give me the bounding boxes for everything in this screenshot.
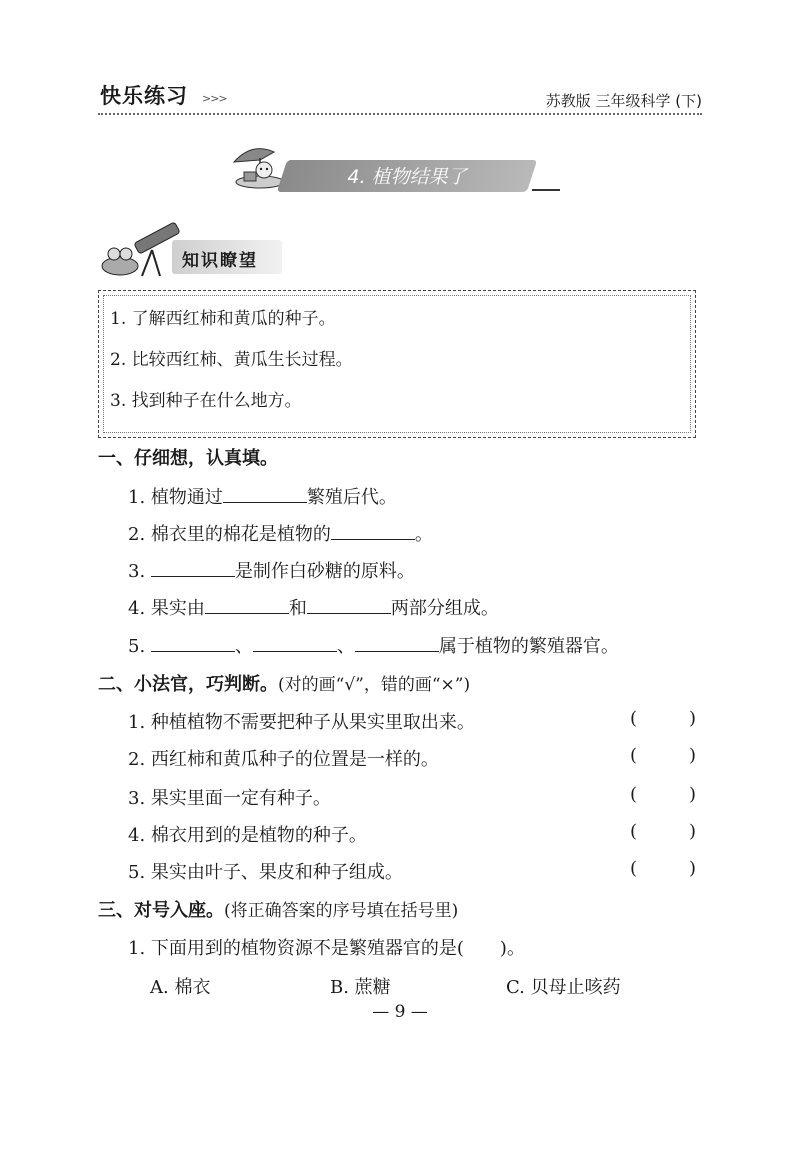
header-arrows-decoration: >>> bbox=[202, 92, 227, 105]
title-underline bbox=[532, 189, 560, 191]
answer-blank[interactable] bbox=[355, 633, 439, 652]
answer-blank[interactable] bbox=[331, 521, 415, 540]
part2-heading: 二、小法官，巧判断。(对的画“√”，错的画“×”) bbox=[98, 674, 471, 695]
fill-question-1: 1. 植物通过 繁殖后代。 bbox=[128, 483, 397, 509]
judge-answer-bracket[interactable]: ( ) bbox=[630, 784, 696, 805]
choice-option-c[interactable]: C. 贝母止咳药 bbox=[506, 977, 621, 998]
choice-option-a[interactable]: A. 棉衣 bbox=[150, 977, 211, 998]
lesson-title: 4. 植物结果了 bbox=[347, 166, 467, 188]
judge-answer-bracket[interactable]: ( ) bbox=[630, 708, 696, 729]
answer-blank[interactable] bbox=[151, 558, 235, 577]
fill-question-3: 3. 是制作白砂糖的原料。 bbox=[128, 557, 415, 583]
judge-answer-bracket[interactable]: ( ) bbox=[630, 821, 696, 842]
judge-statement: 5. 果实由叶子、果皮和种子组成。 bbox=[128, 862, 403, 883]
fill-question-4: 4. 果实由 和 两部分组成。 bbox=[128, 594, 499, 620]
part3-instructions: (将正确答案的序号填在括号里) bbox=[224, 901, 459, 921]
part2-instructions: (对的画“√”，错的画“×”) bbox=[278, 675, 471, 695]
answer-blank[interactable] bbox=[223, 484, 307, 503]
fill-question-2: 2. 棉衣里的棉花是植物的 。 bbox=[128, 520, 433, 546]
knowledge-point: 1. 了解西红柿和黄瓜的种子。 bbox=[110, 309, 336, 329]
book-edition-grade: 苏教版 三年级科学 (下) bbox=[545, 92, 702, 110]
part1-heading: 一、仔细想，认真填。 bbox=[98, 448, 278, 469]
section-label: 知识瞭望 bbox=[182, 251, 258, 271]
judge-statement: 2. 西红柿和黄瓜种子的位置是一样的。 bbox=[128, 749, 439, 770]
knowledge-point: 3. 找到种子在什么地方。 bbox=[110, 391, 302, 411]
judge-statement: 4. 棉衣用到的是植物的种子。 bbox=[128, 825, 367, 846]
choice-question-1: 1. 下面用到的植物资源不是繁殖器官的是( )。 bbox=[128, 938, 525, 959]
judge-answer-bracket[interactable]: ( ) bbox=[630, 745, 696, 766]
knowledge-point: 2. 比较西红柿、黄瓜生长过程。 bbox=[110, 350, 353, 370]
header-divider bbox=[98, 113, 702, 115]
judge-statement: 1. 种植植物不需要把种子从果实里取出来。 bbox=[128, 712, 475, 733]
judge-statement: 3. 果实里面一定有种子。 bbox=[128, 788, 331, 809]
part3-heading: 三、对号入座。(将正确答案的序号填在括号里) bbox=[98, 900, 459, 921]
fill-question-5: 5. 、 、 属于植物的繁殖器官。 bbox=[128, 632, 619, 658]
choice-option-b[interactable]: B. 蔗糖 bbox=[330, 977, 391, 998]
answer-blank[interactable] bbox=[151, 633, 235, 652]
page-number: — 9 — bbox=[372, 1002, 428, 1022]
judge-answer-bracket[interactable]: ( ) bbox=[630, 858, 696, 879]
answer-blank[interactable] bbox=[205, 595, 289, 614]
answer-blank[interactable] bbox=[253, 633, 337, 652]
book-series-title: 快乐练习 bbox=[100, 84, 188, 108]
answer-blank[interactable] bbox=[307, 595, 391, 614]
